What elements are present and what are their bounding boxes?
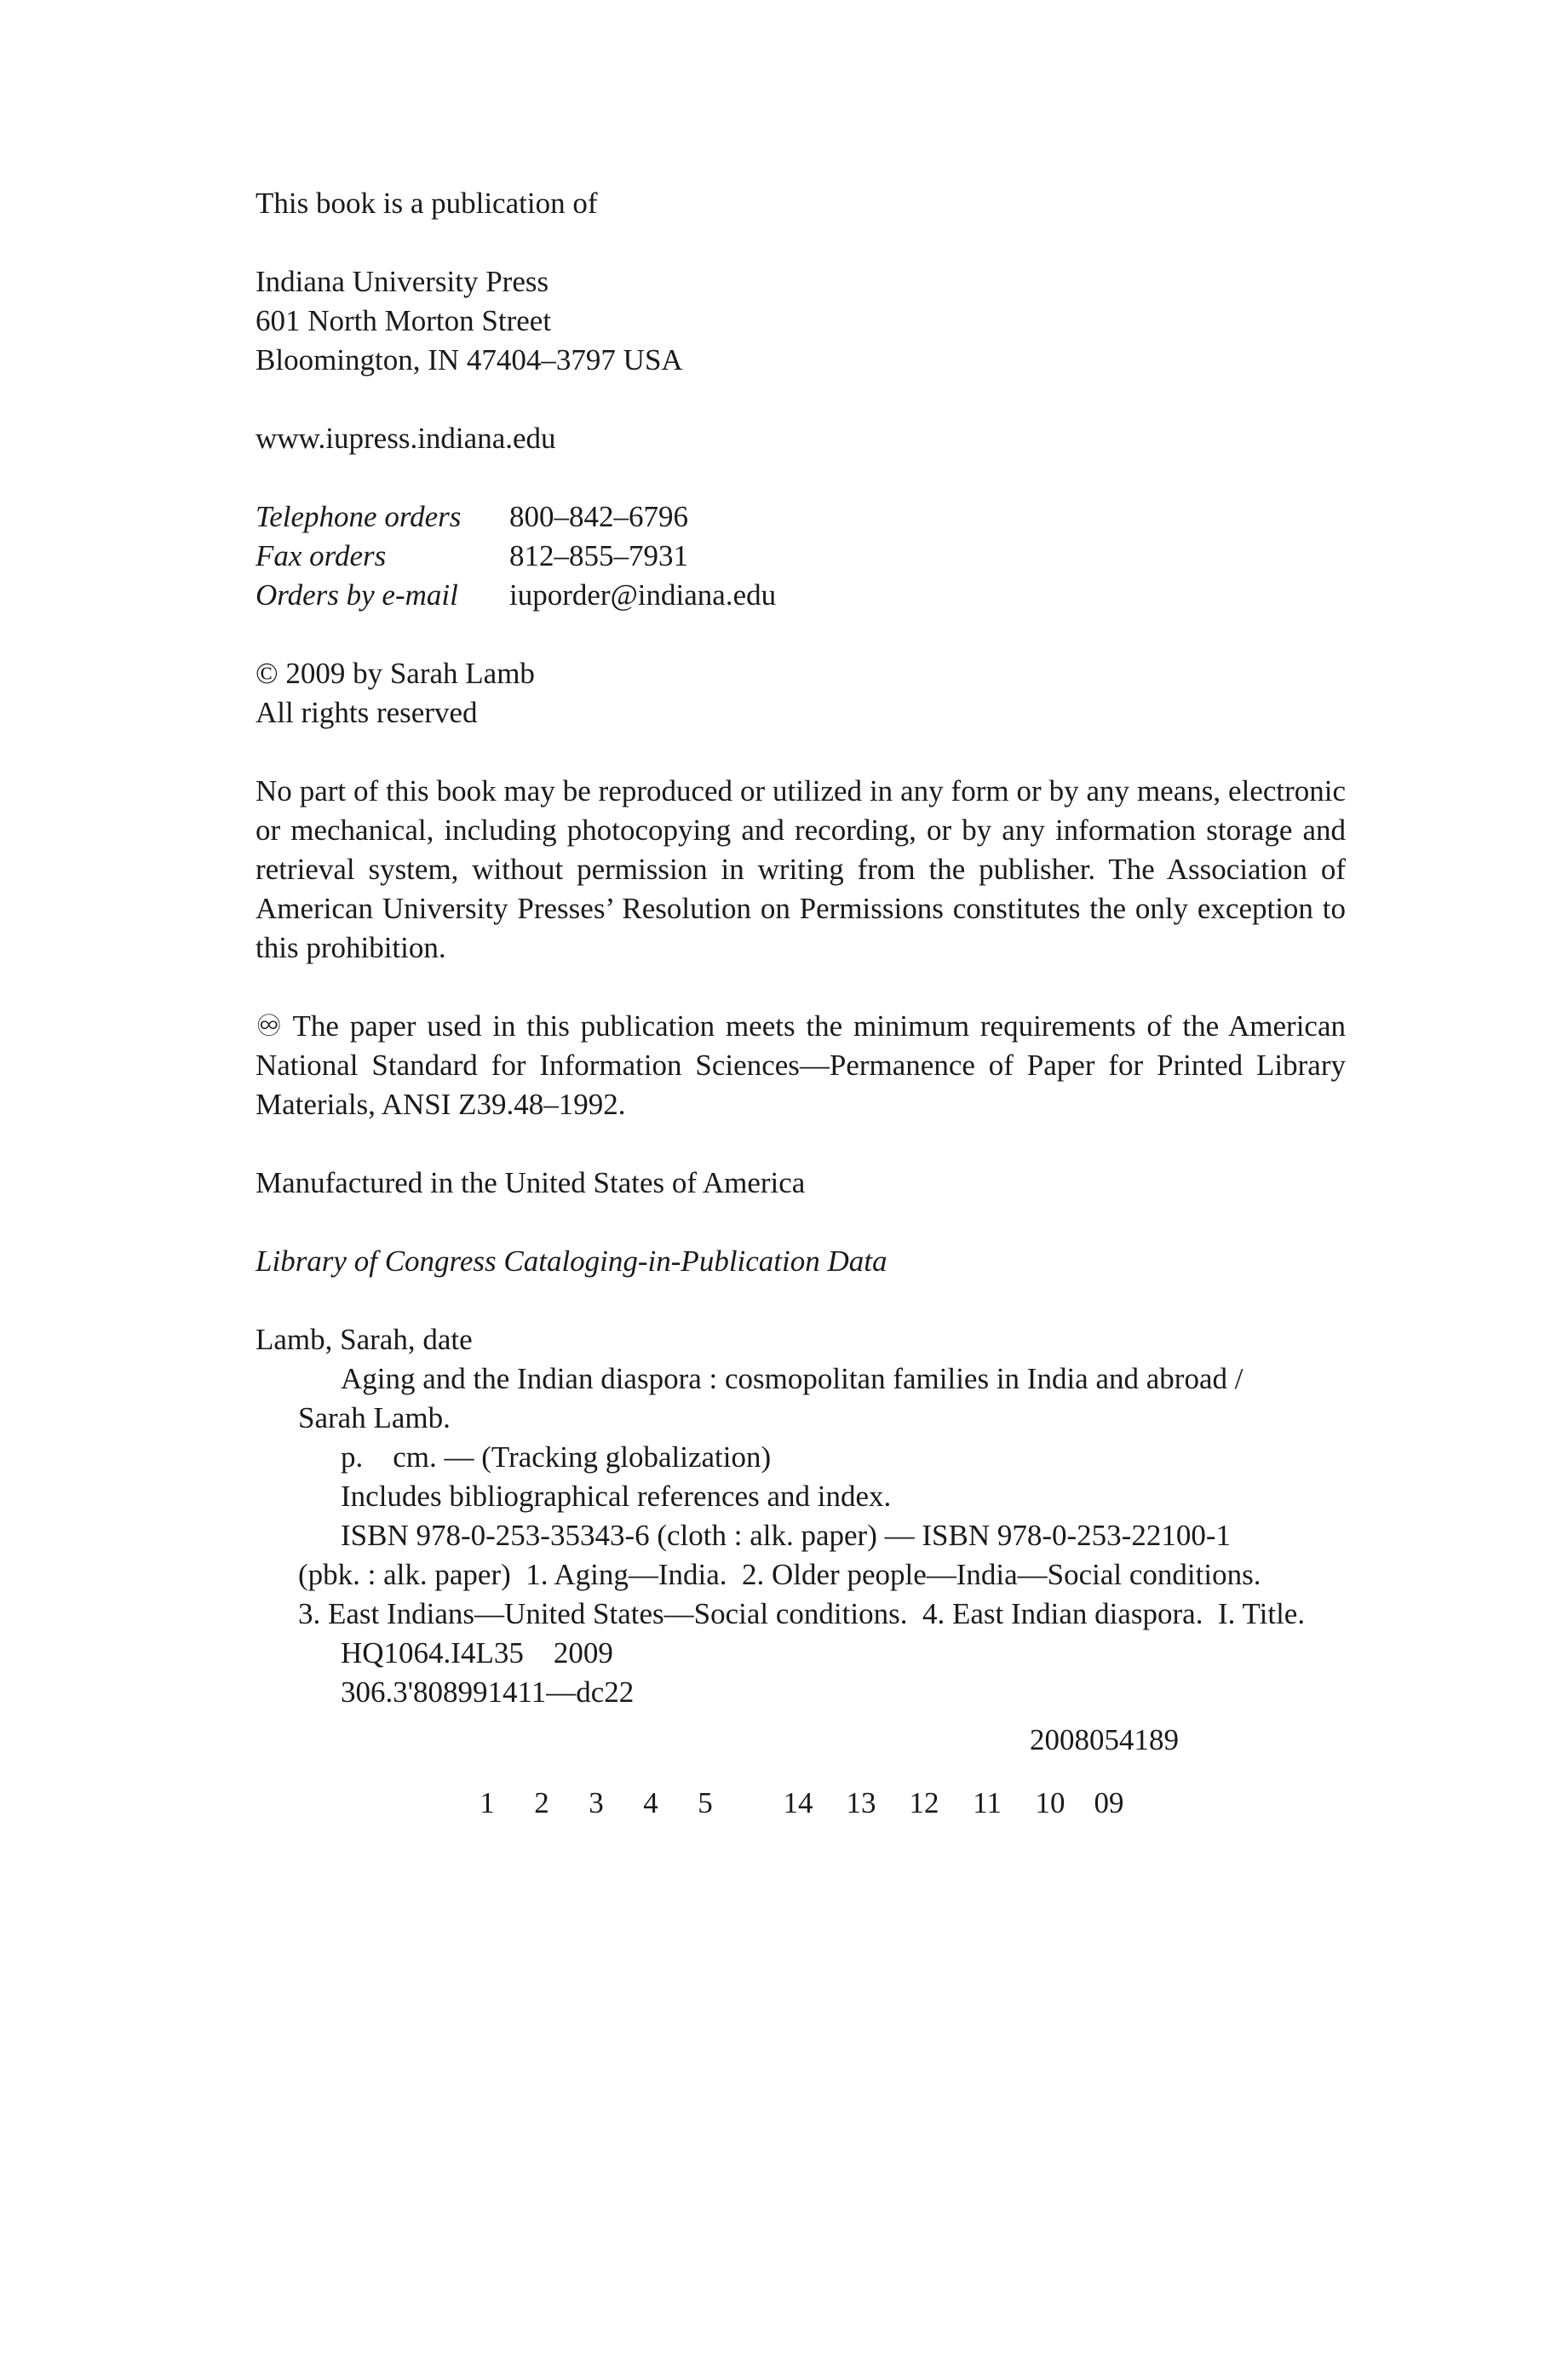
printing-year: 14 <box>783 1786 813 1819</box>
publisher-city: Bloomington, IN 47404–3797 USA <box>256 343 683 376</box>
fax-orders-value: 812–855–7931 <box>509 539 688 572</box>
cip-title-line-1: Aging and the Indian diaspora : cosmopolitan families in India and abroad / <box>341 1362 1243 1395</box>
cip-lc-class: HQ1064.I4L35 2009 <box>341 1636 613 1670</box>
impression-number: 4 <box>643 1786 658 1819</box>
impression-number: 2 <box>534 1786 549 1819</box>
publisher-name: Indiana University Press <box>256 265 549 298</box>
printing-year: 10 <box>1035 1786 1065 1819</box>
manufactured-line: Manufactured in the United States of America <box>256 1166 806 1199</box>
cip-isbn-line-1: ISBN 978-0-253-35343-6 (cloth : alk. paper) — ISBN 978-0-253-22100-1 <box>341 1519 1231 1552</box>
email-orders-label: Orders by e-mail <box>256 578 458 612</box>
fax-orders-label: Fax orders <box>256 539 387 572</box>
publication-intro: This book is a publication of <box>256 187 598 220</box>
copyright-line: © 2009 by Sarah Lamb <box>256 657 535 690</box>
publisher-website: www.iupress.indiana.edu <box>256 422 556 455</box>
cip-record <box>256 1320 1346 1760</box>
permissions-paragraph: No part of this book may be reproduced or utilized in any form or by any means, electronic or mechanical, including photocopying and recording, or by any information storage and retrieval system, without permission in writing from the publisher. The Association of American University Presses’ Resolution on Permissions constitutes the only exception to this prohibition. <box>256 774 1346 964</box>
telephone-orders-label: Telephone orders <box>256 500 462 533</box>
printing-line-spacer <box>732 1784 767 1823</box>
impression-number: 3 <box>589 1786 604 1819</box>
cip-isbn-line-2: (pbk. : alk. paper) 1. Aging—India. 2. Older people—India—Social conditions. <box>298 1558 1261 1591</box>
cip-author: Lamb, Sarah, date <box>256 1323 473 1356</box>
cip-title-line-2: Sarah Lamb. <box>298 1401 451 1434</box>
printing-year: 12 <box>909 1786 939 1819</box>
cip-heading: Library of Congress Cataloging-in-Publication Data <box>256 1244 887 1278</box>
email-orders-value: iuporder@indiana.edu <box>509 578 777 612</box>
cip-dewey: 306.3'808991411—dc22 <box>341 1675 635 1709</box>
cip-series: p. cm. — (Tracking globalization) <box>341 1440 772 1474</box>
printing-year: 09 <box>1094 1786 1124 1819</box>
printing-year: 13 <box>846 1786 876 1819</box>
orders-table <box>256 497 1346 615</box>
cip-isbn-line-3: 3. East Indians—United States—Social conditions. 4. East Indian diaspora. I. Title. <box>298 1597 1306 1630</box>
printing-year: 11 <box>973 1786 1002 1819</box>
publisher-address <box>256 262 1346 380</box>
telephone-orders-value: 800–842–6796 <box>509 500 688 533</box>
impression-number: 5 <box>698 1786 713 1819</box>
copyright-notice <box>256 654 1346 733</box>
paper-notice: ♾ The paper used in this publication meets the minimum requirements of the American National Standard for Information Sciences—Permanence of Paper for Printed Library Materials, ANSI Z39.48–1992. <box>256 1009 1346 1121</box>
impression-number: 1 <box>480 1786 495 1819</box>
publisher-street: 601 North Morton Street <box>256 304 552 337</box>
rights-reserved: All rights reserved <box>256 696 478 729</box>
cip-includes: Includes bibliographical references and index. <box>341 1480 892 1513</box>
copyright-text <box>256 184 1346 1760</box>
cip-lccn: 2008054189 <box>1030 1723 1179 1756</box>
printing-line <box>460 1784 1136 1823</box>
